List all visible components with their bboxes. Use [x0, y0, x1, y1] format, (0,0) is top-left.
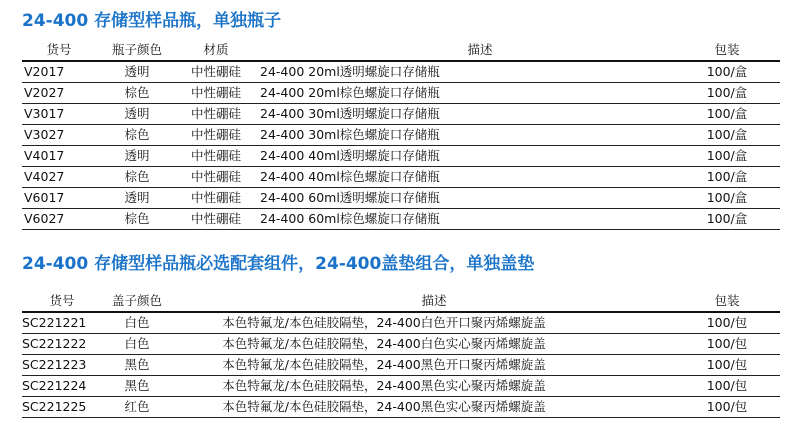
package-cell: 100/盒 — [706, 211, 748, 226]
table-row — [22, 146, 780, 167]
package-cell: 100/盒 — [706, 148, 748, 163]
package-cell: 100/包 — [706, 357, 748, 372]
cap-color-cell: 白色 — [124, 336, 150, 351]
cap-color-cell: 黑色 — [124, 378, 150, 393]
description-cell: 24-400 40ml透明螺旋口存储瓶 — [260, 148, 440, 163]
table-row — [22, 397, 780, 418]
package-cell: 100/盒 — [706, 106, 748, 121]
table-row — [22, 83, 780, 104]
package-cell: 100/包 — [706, 399, 748, 414]
table-row — [22, 313, 780, 334]
cap-table — [22, 291, 780, 418]
description-cell: 24-400 40ml棕色螺旋口存储瓶 — [260, 169, 440, 184]
cap-color-cell: 白色 — [124, 315, 150, 330]
item-no-cell: V4017 — [24, 148, 65, 163]
table-header-row — [22, 291, 780, 313]
package-cell: 100/盒 — [706, 190, 748, 205]
description-cell: 24-400 20ml透明螺旋口存储瓶 — [260, 64, 440, 79]
table-row — [22, 188, 780, 209]
description-cell: 本色特氟龙/本色硅胶隔垫，24-400黑色开口聚丙烯螺旋盖 — [222, 357, 546, 372]
header-bottle-color: 瓶子颜色 — [111, 42, 162, 57]
package-cell: 100/盒 — [706, 127, 748, 142]
header-material: 材质 — [203, 42, 229, 57]
description-cell: 本色特氟龙/本色硅胶隔垫，24-400黑色实心聚丙烯螺旋盖 — [222, 399, 546, 414]
table-row — [22, 62, 780, 83]
material-cell: 中性硼硅 — [190, 106, 241, 121]
item-no-cell: SC221222 — [22, 336, 87, 351]
table-row — [22, 334, 780, 355]
table-row — [22, 355, 780, 376]
item-no-cell: SC221221 — [22, 315, 87, 330]
header-item-no: 货号 — [46, 42, 72, 57]
vial-table — [22, 40, 780, 230]
material-cell: 中性硼硅 — [190, 211, 241, 226]
description-cell: 本色特氟龙/本色硅胶隔垫，24-400白色开口聚丙烯螺旋盖 — [222, 315, 546, 330]
bottle-color-cell: 棕色 — [124, 211, 150, 226]
bottle-color-cell: 透明 — [124, 148, 150, 163]
material-cell: 中性硼硅 — [190, 85, 241, 100]
bottle-color-cell: 棕色 — [124, 127, 150, 142]
description-cell: 24-400 60ml棕色螺旋口存储瓶 — [260, 211, 440, 226]
package-cell: 100/盒 — [706, 169, 748, 184]
table-row — [22, 209, 780, 230]
item-no-cell: V3017 — [24, 106, 65, 121]
bottle-color-cell: 透明 — [124, 106, 150, 121]
header-description: 描述 — [421, 293, 447, 308]
item-no-cell: SC221225 — [22, 399, 87, 414]
package-cell: 100/包 — [706, 336, 748, 351]
section2-title: 24-400 存储型样品瓶必选配套组件，24-400盖垫组合，单独盖垫 — [22, 254, 535, 274]
bottle-color-cell: 棕色 — [124, 85, 150, 100]
material-cell: 中性硼硅 — [190, 127, 241, 142]
material-cell: 中性硼硅 — [190, 148, 241, 163]
header-item-no: 货号 — [49, 293, 75, 308]
package-cell: 100/盒 — [706, 85, 748, 100]
item-no-cell: V4027 — [24, 169, 65, 184]
package-cell: 100/包 — [706, 378, 748, 393]
header-package: 包装 — [714, 293, 740, 308]
bottle-color-cell: 透明 — [124, 190, 150, 205]
header-description: 描述 — [467, 42, 493, 57]
cap-color-cell: 黑色 — [124, 357, 150, 372]
description-cell: 本色特氟龙/本色硅胶隔垫，24-400白色实心聚丙烯螺旋盖 — [222, 336, 546, 351]
table-row — [22, 167, 780, 188]
material-cell: 中性硼硅 — [190, 190, 241, 205]
header-cap-color: 盖子颜色 — [111, 293, 162, 308]
cap-color-cell: 红色 — [124, 399, 150, 414]
description-cell: 24-400 30ml棕色螺旋口存储瓶 — [260, 127, 440, 142]
item-no-cell: SC221223 — [22, 357, 87, 372]
material-cell: 中性硼硅 — [190, 64, 241, 79]
bottle-color-cell: 棕色 — [124, 169, 150, 184]
section1-title: 24-400 存储型样品瓶，单独瓶子 — [22, 11, 282, 31]
table-header-row — [22, 40, 780, 62]
item-no-cell: V3027 — [24, 127, 65, 142]
item-no-cell: V6027 — [24, 211, 65, 226]
description-cell: 24-400 30ml透明螺旋口存储瓶 — [260, 106, 440, 121]
package-cell: 100/包 — [706, 315, 748, 330]
package-cell: 100/盒 — [706, 64, 748, 79]
bottle-color-cell: 透明 — [124, 64, 150, 79]
material-cell: 中性硼硅 — [190, 169, 241, 184]
description-cell: 24-400 60ml透明螺旋口存储瓶 — [260, 190, 440, 205]
table-row — [22, 104, 780, 125]
description-cell: 本色特氟龙/本色硅胶隔垫，24-400黑色实心聚丙烯螺旋盖 — [222, 378, 546, 393]
item-no-cell: V6017 — [24, 190, 65, 205]
item-no-cell: SC221224 — [22, 378, 87, 393]
table-row — [22, 376, 780, 397]
description-cell: 24-400 20ml棕色螺旋口存储瓶 — [260, 85, 440, 100]
header-package: 包装 — [714, 42, 740, 57]
item-no-cell: V2027 — [24, 85, 65, 100]
table-row — [22, 125, 780, 146]
item-no-cell: V2017 — [24, 64, 65, 79]
